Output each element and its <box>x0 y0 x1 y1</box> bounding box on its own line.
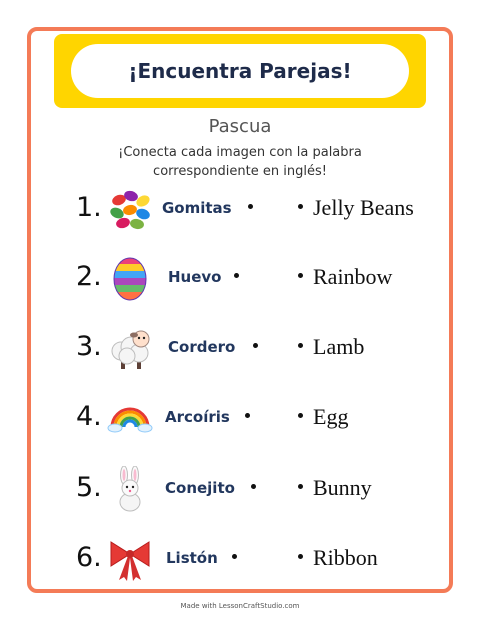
left-match-dot[interactable] <box>232 554 237 559</box>
match-row <box>0 255 480 305</box>
right-match-dot[interactable] <box>298 484 303 489</box>
left-match-dot[interactable] <box>234 273 239 278</box>
row-number: 2. <box>76 261 102 292</box>
left-match-dot[interactable] <box>245 413 250 418</box>
bunny-icon <box>107 466 153 512</box>
ribbon-icon <box>107 536 153 582</box>
worksheet-subtitle: Pascua <box>208 116 272 137</box>
match-row <box>0 536 480 586</box>
row-number: 6. <box>76 542 102 573</box>
match-row <box>0 466 480 516</box>
left-match-dot[interactable] <box>248 204 253 209</box>
left-match-dot[interactable] <box>253 343 258 348</box>
english-word: Bunny <box>313 475 372 500</box>
english-word: Jelly Beans <box>313 195 414 220</box>
spanish-word: Listón <box>166 549 218 567</box>
row-number: 1. <box>76 192 102 223</box>
english-word: Egg <box>313 404 349 429</box>
lamb-icon <box>107 325 153 371</box>
spanish-word: Conejito <box>165 479 235 497</box>
right-match-dot[interactable] <box>298 413 303 418</box>
right-match-dot[interactable] <box>298 343 303 348</box>
instructions <box>0 143 480 181</box>
left-match-dot[interactable] <box>251 484 256 489</box>
match-row <box>0 325 480 375</box>
match-row <box>0 186 480 236</box>
row-number: 4. <box>76 401 102 432</box>
easter-egg-icon <box>107 255 153 301</box>
spanish-word: Gomitas <box>162 199 232 217</box>
right-match-dot[interactable] <box>298 273 303 278</box>
footer-credit: Made with LessonCraftStudio.com <box>180 602 300 610</box>
spanish-word: Cordero <box>168 338 236 356</box>
english-word: Ribbon <box>313 545 378 570</box>
page-title: ¡Encuentra Parejas! <box>71 44 409 98</box>
match-row <box>0 395 480 445</box>
instructions-line-2: correspondiente en inglés! <box>153 164 327 179</box>
english-word: Lamb <box>313 334 365 359</box>
instructions-line-1: ¡Conecta cada imagen con la palabra <box>118 145 362 160</box>
right-match-dot[interactable] <box>298 204 303 209</box>
rainbow-icon <box>107 395 153 441</box>
row-number: 3. <box>76 331 102 362</box>
spanish-word: Huevo <box>168 268 222 286</box>
right-match-dot[interactable] <box>298 554 303 559</box>
row-number: 5. <box>76 472 102 503</box>
english-word: Rainbow <box>313 264 393 289</box>
jelly-beans-icon <box>107 186 153 232</box>
spanish-word: Arcoíris <box>165 408 230 426</box>
